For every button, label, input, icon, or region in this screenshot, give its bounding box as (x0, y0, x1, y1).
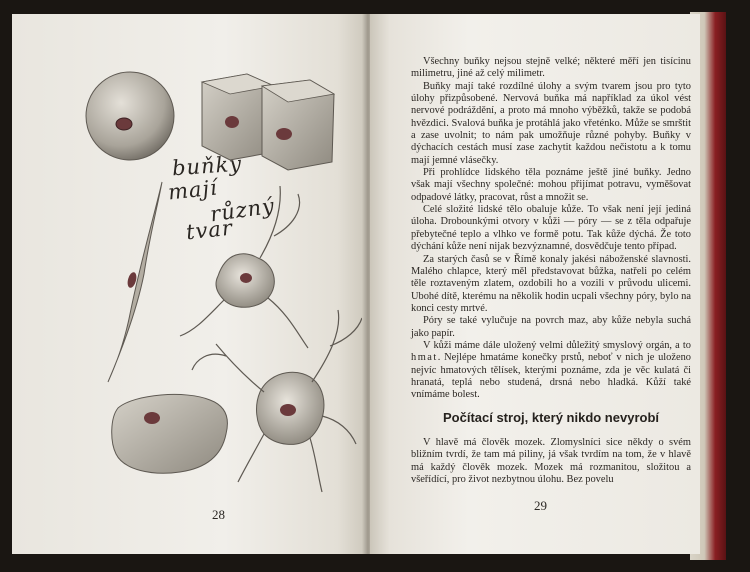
emphasized-word: hmat (411, 352, 438, 364)
paragraph: Za starých časů se v Římě konaly jakési náboženské slavnosti. Malého chlapce, který měl představovat bůžka, natřeli po celém těle roztaveným zlatem, ozdobili ho a vozili v průvodu ulicemi. Ubohé dítě, kterému na několik hodin ucpali všechny póry, bylo na konci cesty mrtvé. (411, 253, 691, 314)
round-cell (86, 72, 174, 160)
paragraph: Buňky mají také rozdílné úlohy a svým tvarem jsou pro tyto úlohy přizpůsobené. Nervová buňka má například za úkol vést nervové podráždění, a proto má mnoho výběžků, takže se podobá hvězdici. Svalová buňka je protáhlá jako vřeténko. Může se smrštit a zase uvolnit; to nám pak umožňuje různé pohyby. Buňky v dýchacích cestách musí zase zachytit každou nečistotu a k tomu mají jemné vlásečky. (411, 80, 691, 166)
left-page (12, 14, 366, 554)
paragraph: V hlavě má člověk mozek. Zlomyslníci sice někdy o svém bližním tvrdí, že tam má piliny, já však tvrdím na tom, že v hlavě má každý člověk mozek. Mozek má rozmanitou, složitou a všeřídící, pro život nezbytnou úlohu. Bez povelu (411, 437, 691, 486)
caption-line-4: tvar (184, 215, 235, 245)
paragraph: Celé složité lidské tělo obaluje kůže. To však není její jediná úloha. Drobounkými otvory v kůži — póry — se z těla odpařuje přebytečné teplo a vlhko ve formě potu. Tak kůže dýchá. Že toto dýchání kůže není nijak bezvýznamné, dosvědčuje tento případ. (411, 204, 691, 253)
caption-line-3: různý (208, 193, 277, 227)
right-page (370, 14, 700, 554)
section-body-text (411, 437, 691, 486)
paragraph: Všechny buňky nejsou stejně velké; některé měří jen tisícinu milimetru, jiné až celý milimetr. (411, 56, 691, 80)
paragraph-text: V kůži máme dále uložený velmi důležitý smyslový orgán, a to (423, 339, 691, 351)
page-number-left: 28 (212, 507, 225, 522)
paragraph (411, 340, 691, 402)
page-number-right: 29 (534, 498, 547, 513)
spindle-cell (108, 182, 162, 382)
caption-line-2: mají (166, 175, 219, 205)
flat-cell (112, 394, 228, 473)
illustration-caption (160, 151, 300, 254)
cells-illustration (12, 14, 366, 554)
paragraph: Póry se také vylučuje na povrch maz, aby kůže nebyla suchá jako papír. (411, 315, 691, 339)
body-text (411, 56, 691, 402)
nerve-cell-lower (192, 310, 362, 492)
paragraph-text: . Nejlépe hmatáme konečky prstů, neboť v nich je uloženo nejvíc hmatových tělísek, kterými poznáme, zda je věc kulatá či hranatá, teplá nebo studená, drsná nebo hladká. Kůží také vnímáme bolest. (411, 352, 691, 401)
paragraph: Při prohlídce lidského těla poznáme ještě jiné buňky. Jedno však mají všechny společné: mohou přijímat potravu, vyměšovat odpadové látky, pracovat, růst a množit se. (411, 167, 691, 203)
caption-line-1: buňky (171, 151, 243, 181)
section-heading: Počítací stroj, který nikdo nevyrobí (442, 410, 659, 425)
